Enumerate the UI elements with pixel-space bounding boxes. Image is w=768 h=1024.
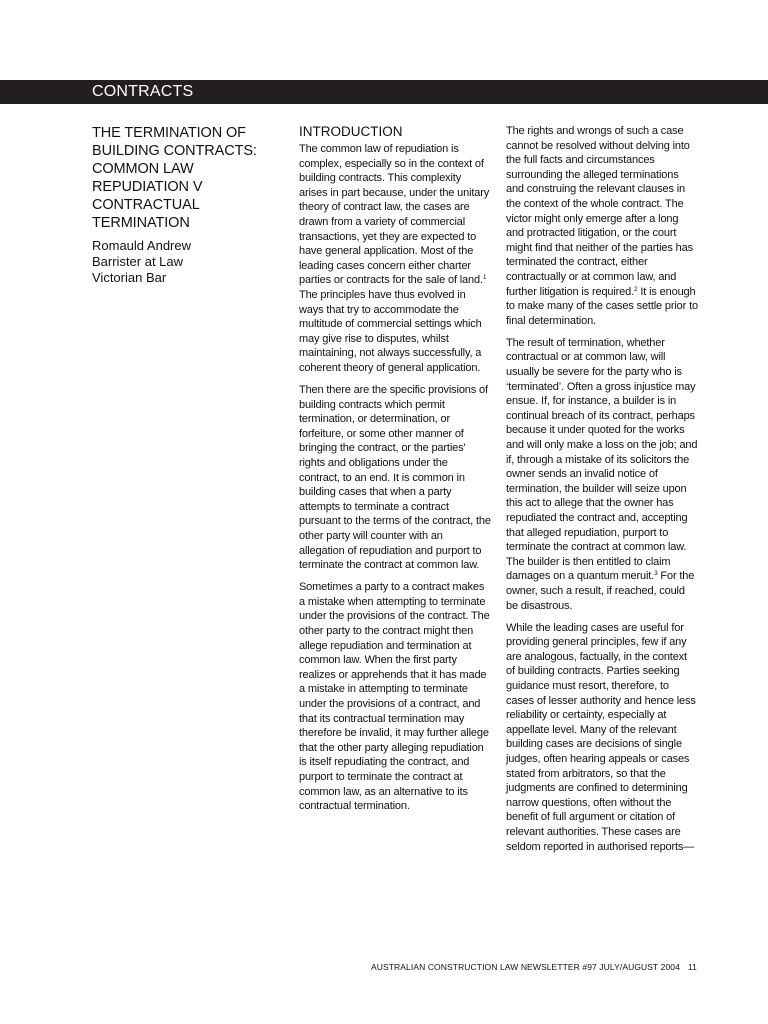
- introduction-heading: INTRODUCTION: [299, 124, 403, 139]
- paragraph-text: It is enough to make many of the cases settle prior to final determination.: [506, 285, 698, 327]
- paragraph-text: For the owner, such a result, if reached, could be disastrous.: [506, 570, 695, 612]
- section-label: CONTRACTS: [92, 83, 194, 100]
- author-role: Barrister at Law: [92, 254, 184, 269]
- body-paragraph: Sometimes a party to a contract makes a mistake when attempting to terminate under the provisions of the contract. The other party to the contract might then allege repudiation and termination at common law. When the first party realizes or apprehends that it has made a mistake in attempting to terminate under the provisions of a contract, and that its contractual termination may therefore be invalid, it may further allege that the other party alleging repudiation is itself repudiating the contract, and purport to terminate the contract at common law, as an alternative to its contractual termination.: [299, 581, 490, 813]
- article-title-line: TERMINATION: [92, 215, 190, 231]
- page-footer: [371, 962, 697, 972]
- body-paragraph: Then there are the specific provisions of building contracts which permit termination, or determination, or forfeiture, or some other manner of bringing the contract, or the parties' rights and obligations under the contract, to an end. It is common in building cases that when a party attempts to terminate a contract pursuant to the terms of the contract, the other party will counter with an allegation of repudiation and purport to terminate the contract at common law.: [299, 384, 491, 572]
- body-paragraph: [506, 336, 698, 613]
- article-title-line: THE TERMINATION OF: [92, 125, 246, 141]
- author-affiliation: Victorian Bar: [92, 270, 167, 285]
- article-title-line: BUILDING CONTRACTS:: [92, 143, 257, 159]
- page-number: 11: [687, 962, 697, 972]
- title-column: [92, 124, 272, 286]
- author-name: Romauld Andrew: [92, 238, 191, 253]
- article-title-line: REPUDIATION V: [92, 179, 203, 195]
- paragraph-text: The result of termination, whether contractual or at common law, will usually be severe for the party who is ‘terminated’. Often a gross injustice may ensue. If, for instance, a builder is in continual breach of its contract, perhaps because it under quoted for the works and will only make a loss on the job; and if, through a mistake of its solicitors the owner sends an invalid notice of termination, the builder will seize upon this act to allege that the owner has repudiated the contract and, accepting that alleged repudiation, purport to terminate the contract at common law. The builder is then entitled to claim damages on a quantum meruit.: [506, 336, 698, 583]
- paragraph-text: The principles have thus evolved in ways that try to accommodate the multitude of commercial settings which may give rise to disputes, whilst maintaining, not always successfully, a coherent theory of general application.: [299, 288, 482, 374]
- article-title-line: COMMON LAW: [92, 161, 194, 177]
- body-paragraph: [506, 124, 698, 328]
- section-header-bar: [0, 80, 768, 104]
- paragraph-text: The rights and wrongs of such a case cannot be resolved without delving into the full facts and circumstances surrounding the alleged terminations and construing the relevant clauses in the context of the whole contract. The victor might only emerge after a long and protracted litigation, or the court might find that neither of the parties has terminated the contract, either contractually or at common law, and further litigation is required.: [506, 125, 693, 298]
- footnote-marker: 3: [654, 570, 658, 578]
- author-block: [92, 238, 272, 286]
- publication-name: AUSTRALIAN CONSTRUCTION LAW NEWSLETTER #97 JULY/AUGUST 2004: [370, 962, 680, 972]
- paragraph-text: The common law of repudiation is complex, especially so in the context of building contracts. This complexity arises in part because, under the unitary theory of contract law, the cases are drawn from a variety of commercial transactions, yet they are expected to have general application. Most of the leading cases concern either charter parties or contracts for the sale of land.: [299, 143, 490, 287]
- article-title: [92, 124, 272, 232]
- footnote-marker: 2: [634, 285, 638, 293]
- article-title-line: CONTRACTUAL: [92, 197, 200, 213]
- footnote-marker: 1: [482, 274, 487, 282]
- body-paragraph: [299, 142, 491, 376]
- body-column-1: [299, 124, 491, 821]
- body-column-2: [506, 124, 698, 862]
- body-paragraph: While the leading cases are useful for providing general principles, few if any are analogous, factually, in the context of building contracts. Parties seeking guidance must resort, therefore, to cases of lesser authority and hence less reliability or certainty, especially at appellate level. Many of the relevant building cases are decisions of single judges, often hearing appeals or cases stated from arbitrators, so that the judgments are confined to determining narrow questions, often without the benefit of full argument or citation of relevant authorities. These cases are seldom reported in authorised reports—: [506, 621, 696, 853]
